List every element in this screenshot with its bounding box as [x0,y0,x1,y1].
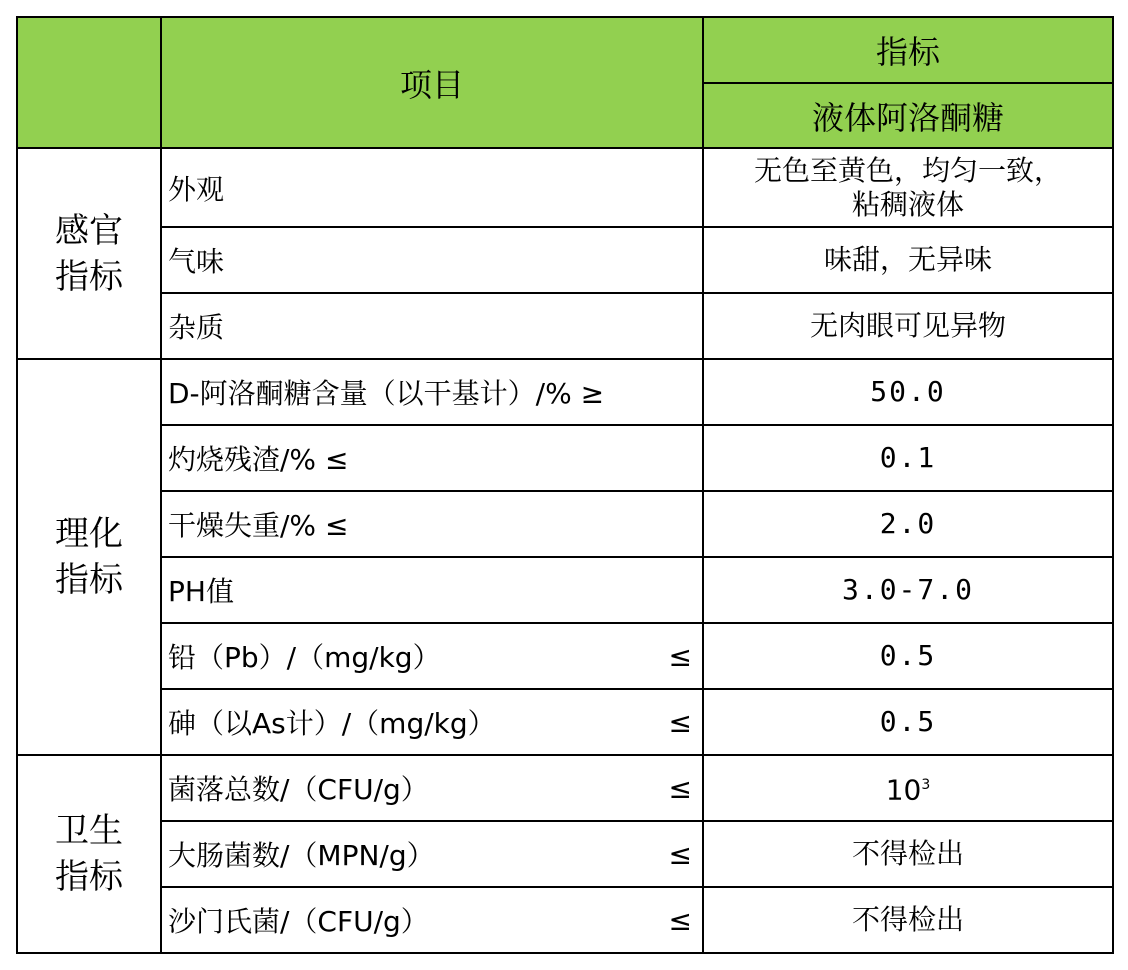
row-value: $10^3$ [703,755,1113,821]
le-symbol: ≤ [668,837,692,871]
row-value: 味甜，无异味 [703,227,1113,293]
row-value: 无色至黄色，均匀一致， 粘稠液体 [703,148,1113,227]
row-value: 0.5 [703,623,1113,689]
row-item: 沙门氏菌/（CFU/g） ≤ [161,887,703,953]
header-product: 液体阿洛酮糖 [703,83,1113,148]
row-value: 不得检出 [703,887,1113,953]
row-value: 0.1 [703,425,1113,491]
header-blank-cell [17,17,161,148]
row-item: 气味 [161,227,703,293]
row-item: 铅（Pb）/（mg/kg） ≤ [161,623,703,689]
row-value: 3.0-7.0 [703,557,1113,623]
row-item: PH值 [161,557,703,623]
row-value: 50.0 [703,359,1113,425]
category-hygiene: 卫生 指标 [17,755,161,953]
row-value: 0.5 [703,689,1113,755]
le-symbol: ≤ [668,903,692,937]
category-physchem: 理化 指标 [17,359,161,755]
row-item: 大肠菌数/（MPN/g） ≤ [161,821,703,887]
spec-table [16,16,1114,954]
row-item: 菌落总数/（CFU/g） ≤ [161,755,703,821]
header-indicator: 指标 [703,17,1113,83]
header-item: 项目 [161,17,703,148]
le-symbol: ≤ [668,639,692,673]
le-symbol: ≤ [668,771,692,805]
row-value: 不得检出 [703,821,1113,887]
row-item: 灼烧残渣/% ≤ [161,425,703,491]
category-sensory: 感官 指标 [17,148,161,359]
row-item: D-阿洛酮糖含量（以干基计）/% ≥ [161,359,703,425]
row-item: 外观 [161,148,703,227]
le-symbol: ≤ [668,705,692,739]
row-item: 干燥失重/% ≤ [161,491,703,557]
row-value: 无肉眼可见异物 [703,293,1113,359]
row-item: 砷（以As计）/（mg/kg） ≤ [161,689,703,755]
row-value: 2.0 [703,491,1113,557]
row-item: 杂质 [161,293,703,359]
